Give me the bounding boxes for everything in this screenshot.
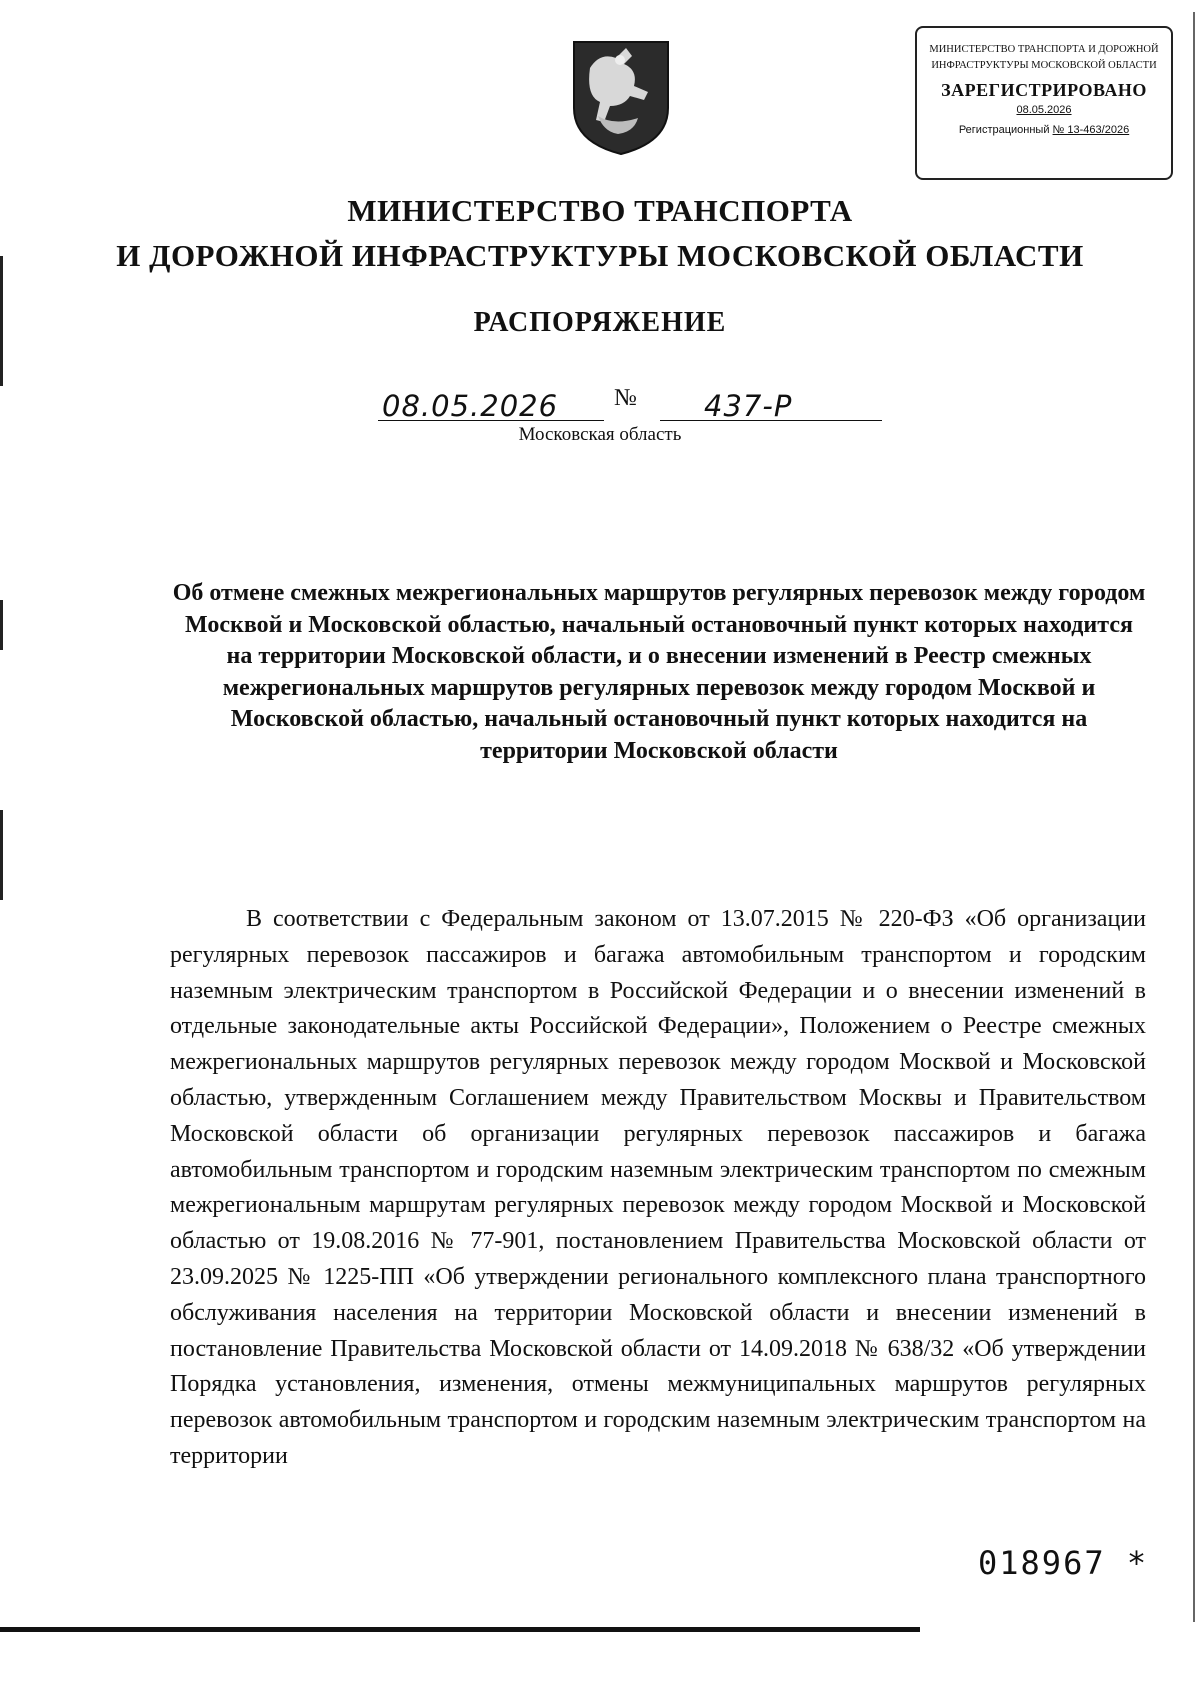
- page-right-border: [1193, 12, 1195, 1622]
- stamp-status: ЗАРЕГИСТРИРОВАНО: [941, 80, 1147, 100]
- handwritten-date: 08.05.2026: [382, 389, 559, 423]
- number-field: [660, 380, 882, 421]
- date-field: [378, 380, 604, 421]
- coat-of-arms-icon: [568, 38, 674, 156]
- handwritten-number: 437-Р: [704, 389, 793, 423]
- ministry-line-1: МИНИСТЕРСТВО ТРАНСПОРТА: [347, 193, 853, 228]
- place-of-issue: Московская область: [518, 424, 682, 445]
- stamp-reg-label: Регистрационный: [958, 124, 1050, 136]
- serial-number: 018967 *: [978, 1544, 1149, 1582]
- number-sign: №: [614, 385, 637, 411]
- ministry-name: [0, 188, 1200, 278]
- body-paragraph: В соответствии с Федеральным законом от 13.07.2015 № 220-ФЗ «Об организации регулярных перевозок пассажиров и багажа автомобильным транспортом и городским наземным электрическим транспортом в Российской Федерации и о внесении изменений в отдельные законодательные акты Российской Федерации», Положением о Реестре смежных межрегиональных маршрутов регулярных перевозок между городом Москвой и Московской областью, утвержденным Соглашением между Правительством Москвы и Правительством Московской области об организации регулярных перевозок пассажиров и багажа автомобильным транспортом и городским наземным электрическим транспортом по смежным межрегиональным маршрутам регулярных перевозок между городом Москвой и Московской областью от 19.08.2016 № 77-901, постановлением Правительства Московской области от 23.09.2025 № 1225-ПП «Об утверждении регионального комплексного плана транспортного обслуживания населения на территории Московской области и внесении изменений в постановление Правительства Московской области от 14.09.2018 № 638/32 «Об утверждении Порядка установления, изменения, отмены межмуниципальных маршрутов регулярных перевозок автомобильным транспортом и городским наземным электрическим транспортом на территории: [170, 906, 1146, 1469]
- document-subject: Об отмене смежных межрегиональных маршрутов регулярных перевозок между городом Москвой и Московской областью, начальный остановочный пункт которых находится на территории Московской области, и о внесении изменений в Реестр смежных межрегиональных маршрутов регулярных перевозок между городом Москвой и Московской областью, начальный остановочный пункт которых находится на территории Московской области: [172, 580, 1146, 764]
- scan-edge-mark: [0, 256, 3, 386]
- scan-edge-mark: [0, 810, 3, 900]
- stamp-date: 08.05.2026: [1016, 104, 1072, 116]
- ministry-line-2: И ДОРОЖНОЙ ИНФРАСТРУКТУРЫ МОСКОВСКОЙ ОБЛАСТИ: [116, 238, 1084, 273]
- scan-edge-mark: [0, 600, 3, 650]
- stamp-reg-value: № 13-463/2026: [1052, 124, 1130, 136]
- page-bottom-border: [0, 1627, 920, 1632]
- document-body: [170, 902, 1146, 1475]
- stamp-organization: МИНИСТЕРСТВО ТРАНСПОРТА И ДОРОЖНОЙ ИНФРАСТРУКТУРЫ МОСКОВСКОЙ ОБЛАСТИ: [929, 44, 1159, 71]
- registration-stamp: [915, 26, 1173, 180]
- document-type: РАСПОРЯЖЕНИЕ: [473, 307, 727, 338]
- stamp-registration-number: [917, 124, 1171, 136]
